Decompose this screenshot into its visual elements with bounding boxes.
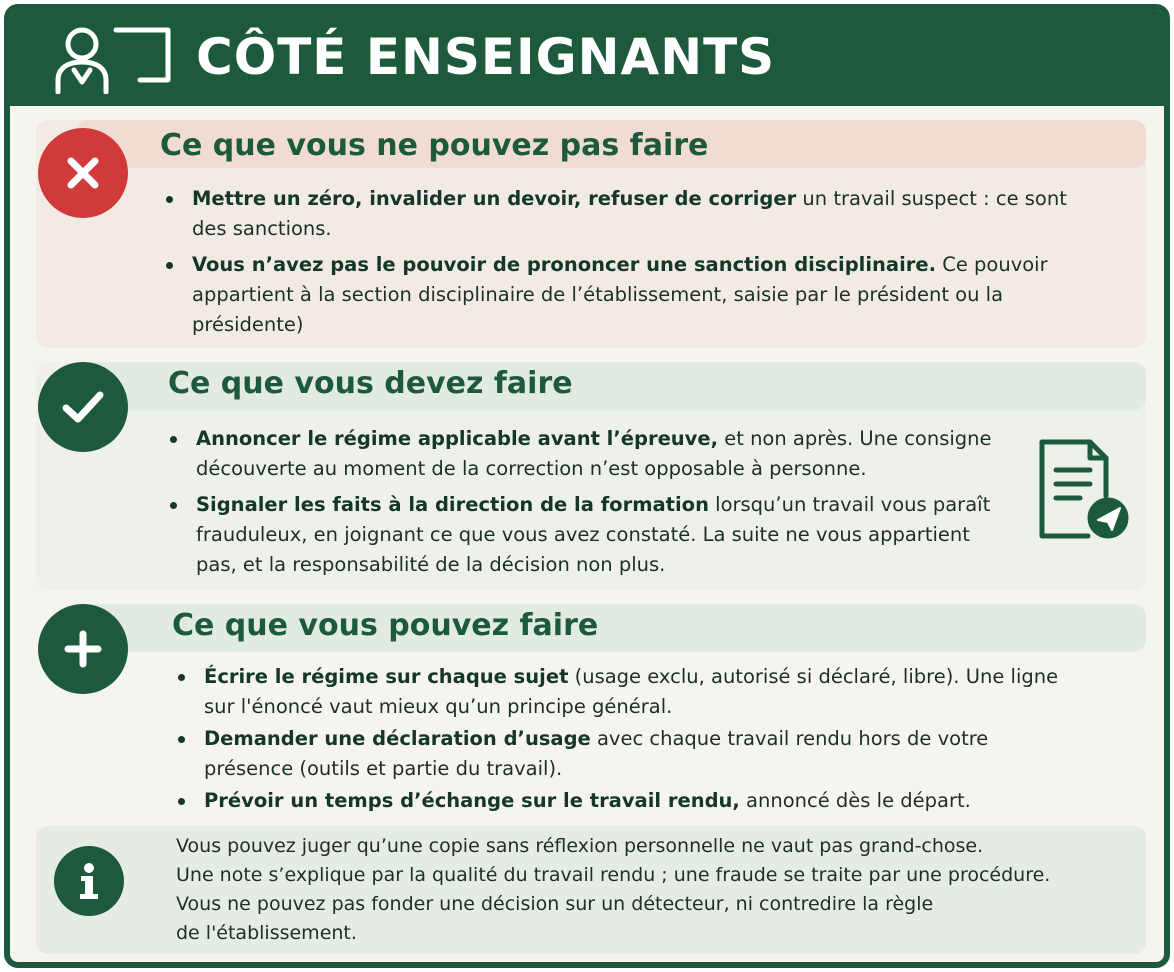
item-list (168, 424, 1008, 580)
item-text: Ce pouvoir appartient à la section disciplinaire de l’établissement, saisie par le président ou la présidente) (192, 253, 1048, 336)
item-lead: Demander une déclaration d’usage (204, 727, 591, 750)
list-item (176, 724, 1076, 784)
item-list (176, 662, 1076, 816)
info-line: Vous pouvez juger qu’une copie sans réflexion personnelle ne vaut pas grand-chose. (176, 835, 984, 857)
page-title: CÔTÉ ENSEIGNANTS (196, 28, 776, 86)
item-lead: Prévoir un temps d’échange sur le travail rendu, (204, 789, 740, 812)
item-text: lorsqu’un travail vous paraît frauduleux, en joignant ce que vous avez constaté. La suite ne vous appartient pas, et la responsabilité de la décision non plus. (196, 493, 991, 576)
item-list (164, 184, 1084, 340)
item-lead: Annoncer le régime applicable avant l’épreuve, (196, 427, 719, 450)
info-line: Vous ne pouvez pas fonder une décision sur un détecteur, ni contredire la règle (176, 893, 934, 915)
info-icon (54, 846, 124, 916)
item-text: un travail suspect : ce sont des sanctions. (192, 187, 1067, 240)
teacher-board-icon (52, 22, 174, 94)
header-bar (10, 10, 1164, 106)
cross-icon (38, 128, 128, 218)
section-can (36, 604, 1146, 816)
info-box (36, 826, 1146, 954)
section-must (36, 362, 1146, 590)
list-item (164, 250, 1084, 340)
check-icon (38, 362, 128, 452)
plus-icon (38, 604, 128, 694)
list-item (164, 184, 1084, 244)
info-line: Une note s’explique par la qualité du travail rendu ; une fraude se traite par une procédure. (176, 864, 1051, 886)
item-lead: Signaler les faits à la direction de la formation (196, 493, 709, 516)
item-text: et non après. Une consigne découverte au moment de la correction n’est opposable à personne. (196, 427, 992, 480)
teacher-guidelines-card (4, 4, 1170, 968)
section-title: Ce que vous ne pouvez pas faire (160, 128, 709, 163)
item-text: annoncé dès le départ. (739, 789, 971, 812)
item-text: (usage exclu, autorisé si déclaré, libre). Une ligne sur l'énoncé vaut mieux qu’un principe général. (204, 665, 1059, 718)
item-text: avec chaque travail rendu hors de votre présence (outils et partie du travail). (204, 727, 989, 780)
item-lead: Mettre un zéro, invalider un devoir, refuser de corriger (192, 187, 797, 210)
section-title: Ce que vous pouvez faire (172, 608, 599, 643)
section-cannot (36, 120, 1146, 348)
info-line: de l'établissement. (176, 922, 357, 944)
list-item (168, 490, 1008, 580)
info-text (176, 832, 1136, 948)
list-item (176, 662, 1076, 722)
document-send-icon (1034, 436, 1130, 544)
list-item (176, 786, 1076, 816)
list-item (168, 424, 1008, 484)
item-lead: Vous n’avez pas le pouvoir de prononcer une sanction disciplinaire. (192, 253, 937, 276)
item-lead: Écrire le régime sur chaque sujet (204, 665, 569, 688)
section-title: Ce que vous devez faire (168, 366, 573, 401)
